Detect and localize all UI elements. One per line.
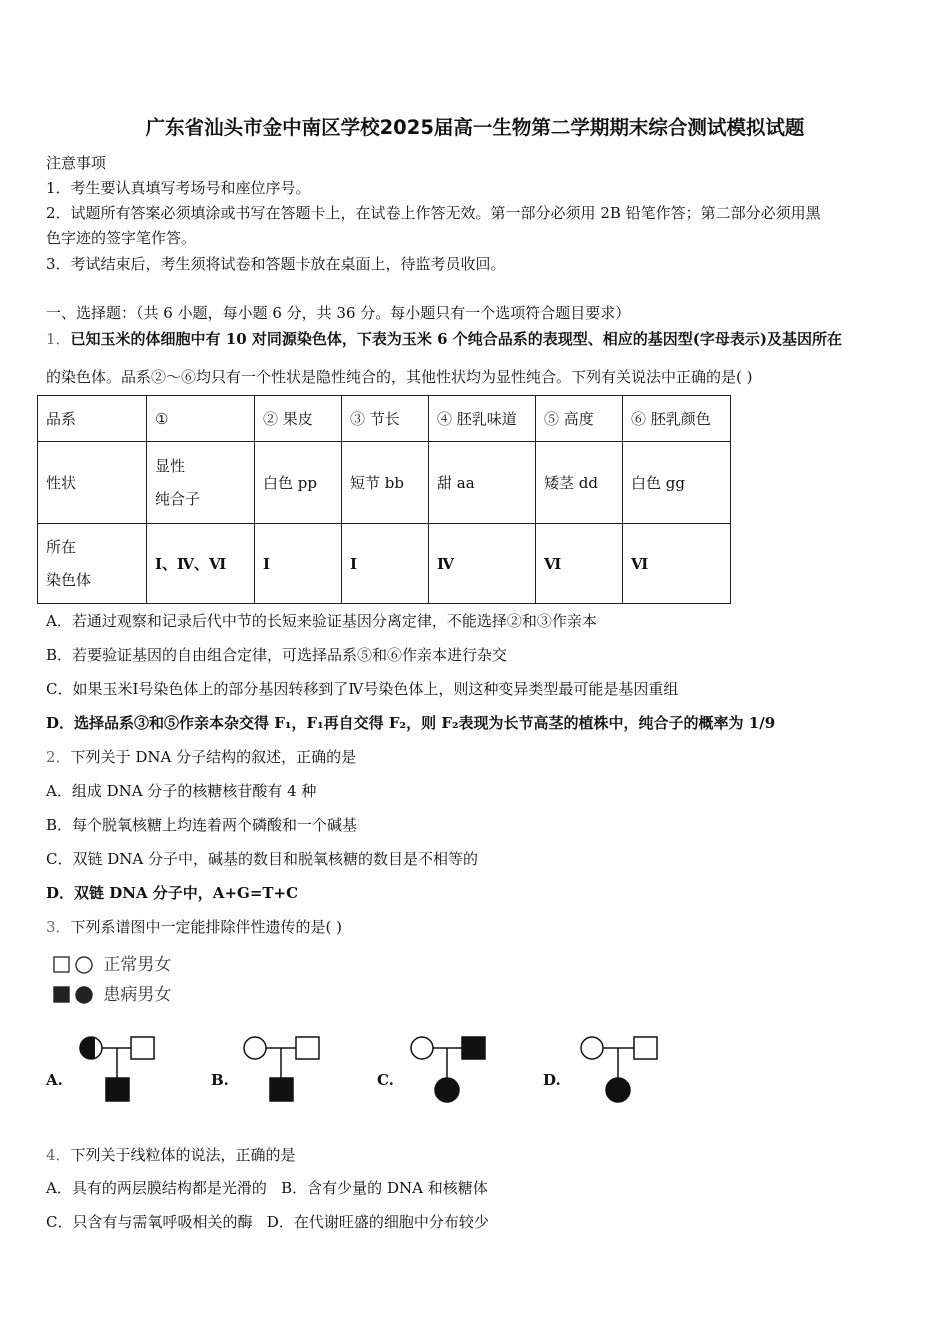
question-4-option-c: C．只含有与需氧呼吸相关的酶: [46, 1213, 253, 1231]
table-cell: [147, 442, 255, 524]
cell-text: 所在: [46, 537, 77, 556]
question-4: [46, 1144, 296, 1165]
legend-normal-label: 正常男女: [103, 955, 172, 975]
table-cell: 性状: [38, 442, 147, 524]
legend-normal: [52, 950, 171, 975]
question-3: [46, 916, 342, 937]
notice-item-2-line-1: 2．试题所有答案必须填涂或书写在答题卡上，在试卷上作答无效。第一部分必须用 2B 铅笔作答；第二部分必须用黑: [46, 204, 821, 222]
table-cell: [38, 524, 147, 604]
table-cell: 甜 aa: [429, 442, 536, 524]
pedigree-c: [402, 1028, 502, 1108]
question-1-line-2: 的染色体。品系②～⑥均只有一个性状是隐性纯合的，其他性状均为显性纯合。下列有关说法中正确的是( ): [46, 368, 753, 386]
table-cell: Ⅰ、Ⅳ、Ⅵ: [147, 524, 255, 604]
legend-affected-label: 患病男女: [103, 985, 172, 1005]
table-row: [38, 524, 731, 604]
question-1-option-c: C．如果玉米Ⅰ号染色体上的部分基因转移到了Ⅳ号染色体上，则这种变异类型最可能是基因重组: [46, 680, 679, 698]
question-1-line-1: [46, 328, 842, 349]
cell-text: 纯合子: [155, 489, 201, 508]
table-cell: 品系: [38, 396, 147, 442]
question-2-option-b: B．每个脱氧核糖上均连着两个磷酸和一个碱基: [46, 816, 358, 834]
table-cell: ④ 胚乳味道: [429, 396, 536, 442]
question-4-option-b: B．含有少量的 DNA 和核糖体: [281, 1179, 488, 1197]
table-cell: 矮茎 dd: [536, 442, 623, 524]
affected-symbols-icon: [52, 985, 98, 1005]
pedigree-d-label: D.: [543, 1071, 561, 1089]
question-4-options-cd: [46, 1211, 489, 1232]
table-cell: Ⅰ: [255, 524, 342, 604]
cell-text: 染色体: [46, 570, 92, 589]
question-1-text-1: 已知玉米的体细胞中有 10 对同源染色体，下表为玉米 6 个纯合品系的表现型、相应的基因型(字母表示)及基因所在: [70, 330, 842, 348]
pedigree-b-label: B.: [211, 1071, 229, 1089]
notice-item-3: 3．考试结束后，考生须将试卷和答题卡放在桌面上，待监考员收回。: [46, 255, 506, 273]
pedigree-a: [70, 1028, 170, 1108]
table-cell: ①: [147, 396, 255, 442]
table-cell: ③ 节长: [342, 396, 429, 442]
question-2-text: 下列关于 DNA 分子结构的叙述，正确的是: [70, 748, 357, 766]
pedigree-d: [572, 1028, 672, 1108]
question-number: 4．: [46, 1146, 71, 1164]
table-row: [38, 396, 731, 442]
question-2-option-d: D．双链 DNA 分子中，A+G=T+C: [46, 884, 299, 902]
table-cell: ⑥ 胚乳颜色: [623, 396, 731, 442]
page-title: 广东省汕头市金中南区学校2025届高一生物第二学期期末综合测试模拟试题: [145, 116, 805, 139]
question-2: [46, 746, 356, 767]
table-cell: Ⅰ: [342, 524, 429, 604]
question-number: 1．: [46, 330, 71, 348]
normal-symbols-icon: [52, 955, 98, 975]
legend-affected: [52, 980, 171, 1005]
notice-item-2-line-2: 色字迹的签字笔作答。: [46, 229, 197, 247]
table-cell: 白色 pp: [255, 442, 342, 524]
question-2-option-c: C．双链 DNA 分子中，碱基的数目和脱氧核糖的数目是不相等的: [46, 850, 478, 868]
section-heading: 一、选择题：（共 6 小题，每小题 6 分，共 36 分。每小题只有一个选项符合题目要求）: [46, 304, 631, 322]
pedigree-c-label: C.: [377, 1071, 394, 1089]
question-1-option-d: D．选择品系③和⑤作亲本杂交得 F₁，F₁再自交得 F₂，则 F₂表现为长节高茎的植株中，纯合子的概率为 1/9: [46, 714, 776, 732]
notice-heading: 注意事项: [46, 154, 107, 172]
notice-item-1: 1．考生要认真填写考场号和座位序号。: [46, 179, 311, 197]
question-2-option-a: A．组成 DNA 分子的核糖核苷酸有 4 种: [46, 782, 317, 800]
question-1-option-a: A．若通过观察和记录后代中节的长短来验证基因分离定律，不能选择②和③作亲本: [46, 612, 597, 630]
question-1-option-b: B．若要验证基因的自由组合定律，可选择品系⑤和⑥作亲本进行杂交: [46, 646, 508, 664]
table-cell: 白色 gg: [623, 442, 731, 524]
table-cell: Ⅳ: [429, 524, 536, 604]
table-cell: Ⅵ: [536, 524, 623, 604]
table-row: [38, 442, 731, 524]
pedigree-a-label: A.: [46, 1071, 63, 1089]
table-cell: 短节 bb: [342, 442, 429, 524]
question-4-text: 下列关于线粒体的说法，正确的是: [70, 1146, 296, 1164]
cell-text: 显性: [155, 456, 186, 475]
question-4-option-d: D．在代谢旺盛的细胞中分布较少: [266, 1213, 489, 1231]
table-cell: ② 果皮: [255, 396, 342, 442]
genetics-table: [37, 395, 731, 604]
pedigree-b: [236, 1028, 336, 1108]
table-cell: ⑤ 高度: [536, 396, 623, 442]
question-number: 2．: [46, 748, 71, 766]
question-number: 3．: [46, 918, 71, 936]
question-3-text: 下列系谱图中一定能排除伴性遗传的是( ): [70, 918, 343, 936]
question-4-options-ab: [46, 1177, 488, 1198]
table-cell: Ⅵ: [623, 524, 731, 604]
question-4-option-a: A．具有的两层膜结构都是光滑的: [46, 1179, 267, 1197]
